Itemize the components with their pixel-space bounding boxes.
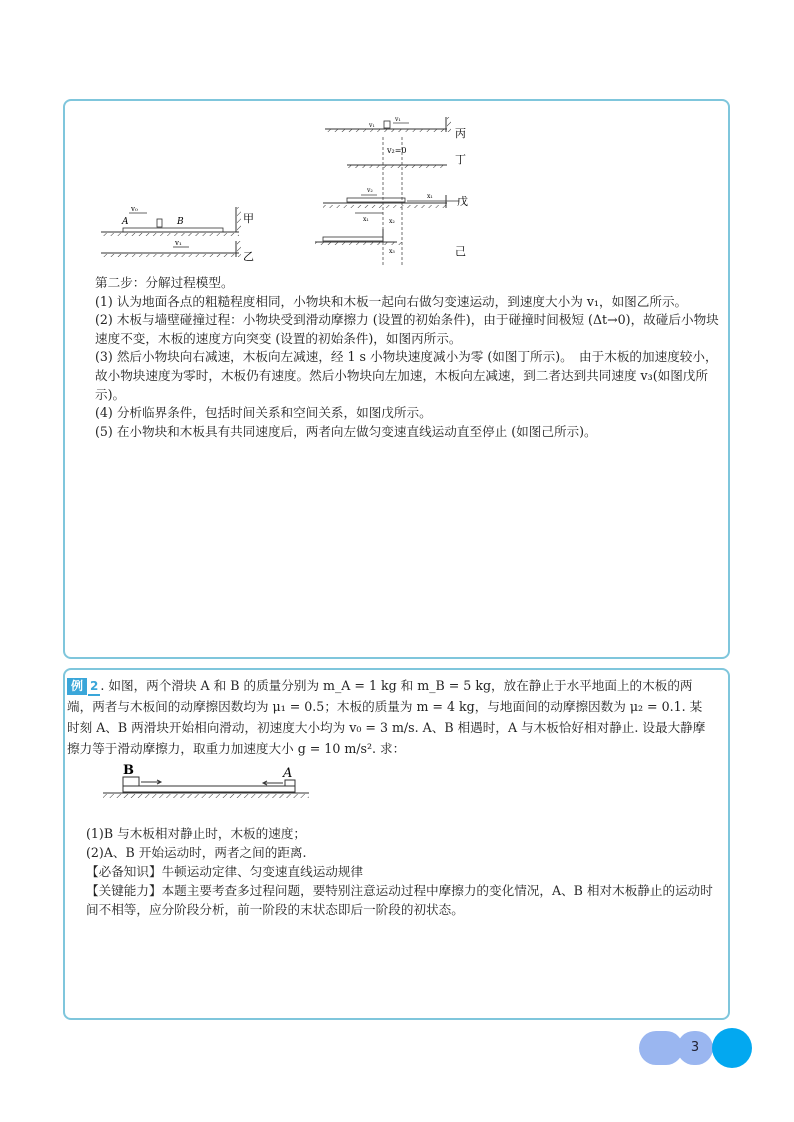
diagram-process-stages — [97, 115, 517, 275]
content-box-example-2 — [63, 668, 730, 1020]
figure-yi — [101, 239, 254, 263]
figure-jia — [101, 205, 254, 236]
step-2: (2) 木板与墙壁碰撞过程：小物块受到滑动摩擦力 (设置的初始条件)，由于碰撞时间极短 (Δt→0)，故碰后小物块速度不变，木板的速度方向突变 (设置的初始条件)，如图丙所示。 — [95, 312, 719, 346]
question-2: (2)A、B 开始运动时，两者之间的距离. — [86, 845, 307, 860]
label-yi: 乙 — [243, 250, 254, 263]
example-questions-and-notes — [86, 824, 714, 919]
model-analysis-text — [95, 274, 723, 441]
label-wu: 戊 — [457, 195, 468, 208]
example-problem — [67, 675, 713, 759]
label-B: B — [177, 217, 184, 227]
step-3: (3) 然后小物块向右减速，木板向左减速，经 1 s 小物块速度减小为零 (如图丁所示)。 由于木板的加速度较小，故小物块速度为零时，木板仍有速度。然后小物块向左加速，木板向左减速，到二者达到共同速度 v₃(如图戊所示)。 — [95, 349, 718, 402]
label-x1: x₁ — [363, 216, 369, 223]
page-number: 3 — [677, 1031, 713, 1065]
label-ji: 己 — [455, 245, 466, 258]
label-x1-top: x₁ — [427, 193, 433, 200]
diagram-sliders-on-board — [101, 764, 311, 806]
label-v1-yi: v₁ — [175, 239, 182, 247]
label-v0: v₀ — [131, 205, 138, 213]
label-v2-zero: v₂=0 — [387, 146, 407, 155]
step-1: (1) 认为地面各点的粗糙程度相同，小物块和木板一起向右做匀变速运动，到速度大小为 v₁，如图乙所示。 — [95, 293, 688, 309]
required-knowledge: 【必备知识】牛顿运动定律、匀变速直线运动规律 — [86, 864, 364, 879]
label-x2: x₂ — [389, 218, 395, 225]
figure-ji — [315, 229, 466, 258]
figure-wu — [323, 187, 468, 225]
page-indicator-right-circle — [712, 1028, 752, 1068]
label-ding: 丁 — [455, 153, 466, 166]
label-x3: x₃ — [389, 248, 395, 255]
label-A-example: A — [283, 766, 293, 781]
label-bing: 丙 — [455, 127, 466, 140]
key-ability: 【关键能力】本题主要考查多过程问题，要特别注意运动过程中摩擦力的变化情况，A、B 相对木板静止的运动时间不相等，应分阶段分析，前一阶段的末状态即后一阶段的初状态。 — [86, 883, 713, 917]
label-B-example: B — [123, 764, 134, 778]
label-A: A — [122, 217, 129, 227]
label-v1-bing-2: v₁ — [395, 116, 401, 123]
example-number: 2 — [88, 679, 100, 696]
problem-statement: . 如图，两个滑块 A 和 B 的质量分别为 m_A = 1 kg 和 m_B = 5 kg，放在静止于水平地面上的木板的两端，两者与木板间的动摩擦因数均为 μ₁ = 0.5；木板的质量为 m = 4 kg，与地面间的动摩擦因数为 μ₂ = 0.1. 某时刻 A、B 两滑块开始相向滑动，初速度大小均为 v₀ = 3 m/s. A、B 相遇时，A 与木板恰好相对静止. 设最大静摩擦力等于滑动摩擦力，取重力加速度大小 g = 10 m/s². 求： — [67, 678, 706, 756]
figure-bing — [325, 116, 466, 140]
content-box-model-analysis — [63, 99, 730, 659]
label-v1-bing: v₁ — [369, 122, 375, 129]
step-title: 第二步：分解过程模型。 — [95, 275, 234, 290]
figure-ding — [347, 146, 466, 168]
example-badge-label: 例 — [67, 678, 87, 695]
step-4: (4) 分析临界条件，包括时间关系和空间关系，如图戊所示。 — [95, 405, 432, 421]
block-B — [123, 777, 139, 786]
question-1: (1)B 与木板相对静止时，木板的速度； — [86, 826, 307, 841]
label-v2: v₂ — [367, 187, 373, 194]
label-jia: 甲 — [243, 212, 254, 225]
step-5: (5) 在小物块和木板具有共同速度后，两者向左做匀变速直线运动直至停止 (如图己所示)。 — [95, 423, 597, 439]
example-badge — [67, 675, 100, 696]
